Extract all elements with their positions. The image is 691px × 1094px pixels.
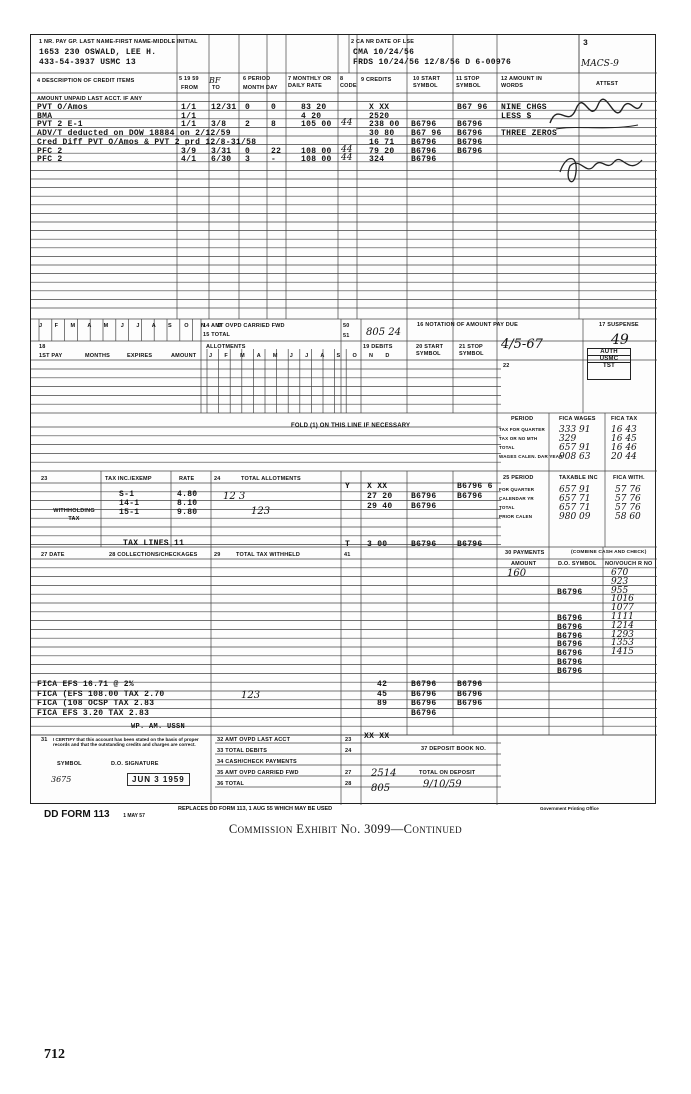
credit-amount: X XX (369, 103, 390, 112)
date-stamp: JUN 3 1959 (127, 773, 190, 786)
notation-value: 4/5-67 (501, 337, 543, 352)
credit-stop: B67 96 (457, 103, 488, 112)
month-grid: J F M A M J J A S O N D (39, 323, 228, 329)
symbol-label: SYMBOL (57, 761, 82, 767)
suspense-label: 17 SUSPENSE (599, 322, 639, 328)
allot-col-amount: AMOUNT (171, 353, 197, 359)
credit-amount: 2520 (369, 111, 390, 121)
credit-to: 6/30 (211, 155, 232, 165)
credit-start: B67 96 (411, 129, 442, 139)
tax-rate-value: 9.80 (177, 508, 198, 517)
lower-stop-symbol: B6796 (457, 699, 483, 708)
payment-symbol: B6796 (557, 640, 583, 650)
n-28: 28 (345, 781, 352, 787)
payment-voucher: 955 (611, 585, 629, 596)
stamp-line-3: TST (603, 363, 615, 369)
total-allotments-label: TOTAL ALLOTMENTS (241, 476, 301, 482)
collections-label: 28 COLLECTIONS/CHECKAGES (109, 552, 198, 558)
n-27: 27 (345, 770, 352, 776)
fica-period-row: TOTAL (499, 445, 515, 450)
credit-from: 1/1 (181, 111, 197, 121)
col-rate-label: 7 MONTHLY OR DAILY RATE (288, 76, 332, 89)
ca-date-line: CMA 10/24/56 (353, 48, 415, 57)
lower-fica-line: FICA (108 OCSP TAX 2.83 (37, 699, 155, 708)
credit-rate: 108 00 (301, 146, 332, 156)
allot-col-expires: EXPIRES (127, 353, 153, 359)
allot-col-months: MONTHS (85, 353, 111, 359)
credit-month: 0 (245, 103, 251, 112)
debit-stop-label: 21 STOP SYMBOL (459, 344, 484, 357)
n-24: 24 (345, 748, 352, 754)
payments-symbol-label: D.O. SYMBOL (558, 561, 597, 567)
fold-line-label: FOLD (1) ON THIS LINE IF NECESSARY (291, 423, 411, 429)
credit-from: 1/1 (181, 120, 197, 130)
fica-with-value: 57 76 (615, 494, 641, 504)
credit-amount: 79 20 (369, 146, 395, 156)
col-credits-label: 9 CREDITS (361, 77, 392, 83)
col-to-label: TO (212, 85, 220, 91)
fica-tax-value: 20 44 (611, 452, 637, 462)
deposit-total-label: TOTAL ON DEPOSIT (419, 770, 476, 776)
tax-hw-b: 123 (251, 506, 271, 517)
credit-from: 4/1 (181, 155, 197, 165)
box-31: 31 (41, 737, 48, 743)
id-line: 1653 230 OSWALD, LEE H. (39, 48, 157, 57)
box-36-label: 36 TOTAL (217, 781, 245, 787)
margin-note: MACS-9 (581, 59, 619, 69)
fica-period2-row: TOTAL (499, 505, 515, 510)
credit-from: 1/1 (181, 103, 197, 112)
col-description-label: 4 DESCRIPTION OF CREDIT ITEMS (37, 78, 135, 84)
col-code-label: 8 CODE (340, 76, 357, 89)
credit-day: - (271, 155, 277, 165)
payment-voucher: 1293 (611, 629, 634, 640)
tax-exemp-label: TAX INC./EXEMP (105, 476, 152, 482)
fica-with-value: 57 76 (615, 485, 641, 495)
box-29: 29 (214, 552, 221, 558)
credit-words: NINE CHGS (501, 103, 547, 112)
tax-hw-a: 12 3 (223, 491, 246, 502)
fica-with-label: FICA WITH. (613, 475, 645, 481)
box-41: 41 (344, 552, 351, 558)
credit-from: 3/9 (181, 146, 197, 156)
fica-wages-label: FICA WAGES (559, 416, 596, 422)
box-50: 50 (343, 323, 350, 329)
fica-period-row: WAGES CALEN. DAR YEAR (499, 454, 563, 459)
stamp-line-2: USMC (588, 355, 630, 363)
fica-tax-value: 16 43 (611, 425, 637, 435)
box1-label: 1 NR. PAY GP. LAST NAME-FIRST NAME-MIDDLE INITIAL (39, 39, 198, 45)
payment-voucher: 670 (611, 568, 629, 578)
fica-period-row: TAX FOR QUARTER (499, 427, 545, 432)
date-27-label: 27 DATE (41, 552, 65, 558)
service-line: 433-54-3937 USMC 13 (39, 58, 136, 67)
debit-stop: B6796 (457, 540, 483, 549)
credit-stop: B6796 (457, 129, 483, 139)
payment-voucher: 1077 (611, 603, 634, 614)
credit-desc: BMA (37, 111, 53, 121)
debit-stop: B6796 6 (457, 482, 493, 491)
credit-rate: 105 00 (301, 120, 332, 130)
replaces-note: REPLACES DD FORM 113, 1 AUG 55 WHICH MAY BE USED (178, 806, 333, 812)
lower-stop-symbol: B6796 (457, 689, 483, 699)
lower-debit-amount: 42 (377, 680, 388, 689)
fica-with-value: 57 76 (615, 503, 641, 513)
credit-month: 0 (245, 146, 251, 156)
stamp-line-1: AUTH (600, 349, 618, 355)
credit-start: B6796 (411, 137, 437, 147)
page-number: 712 (44, 1047, 65, 1062)
total-tax-withheld-label: TOTAL TAX WITHHELD (236, 552, 300, 558)
debit-amount: 29 40 (367, 502, 393, 511)
lower-start-symbol: B6796 (411, 708, 437, 718)
payment-voucher: 1111 (611, 612, 634, 622)
payment-voucher: 1415 (611, 647, 634, 658)
credit-day: 22 (271, 146, 282, 156)
payments-label: 30 PAYMENTS (505, 550, 545, 556)
col-from-label: FROM (181, 85, 198, 91)
box-32-label: 32 AMT OVPD LAST ACCT (217, 737, 291, 743)
tax-rate-label: RATE (179, 476, 195, 482)
auth-stamp (587, 348, 631, 380)
box-35-label: 35 AMT OVPD CARRIED FWD (217, 770, 299, 776)
fica-wage-value: 329 (559, 434, 577, 444)
fica-period2-row: CALENDAR YR (499, 496, 534, 501)
form-date: 1 MAY 57 (123, 813, 145, 819)
credit-rate: 4 20 (301, 111, 322, 121)
debit-amount: 3 00 (367, 540, 388, 549)
fica-tax-label: FICA TAX (611, 416, 638, 422)
box-33-label: 33 TOTAL DEBITS (217, 748, 268, 754)
col-period-label: 6 PERIOD (243, 76, 271, 82)
payment-symbol: B6796 (557, 622, 583, 632)
unpaid-label: AMOUNT UNPAID LAST ACCT. IF ANY (37, 96, 143, 102)
wp-label: WP. AM. USSN (131, 723, 186, 731)
lower-fica-line: FICA EFS 3.20 TAX 2.83 (37, 708, 150, 718)
frds-line: FRDS 10/24/56 12/8/56 D 6-00976 (353, 58, 512, 67)
period-25-label: 25 PERIOD (503, 475, 534, 481)
debit-amount: 27 20 (367, 492, 393, 501)
credit-stop: B6796 (457, 146, 483, 156)
credit-rate: 108 00 (301, 155, 332, 165)
tax-exemp-value: 14-1 (119, 499, 140, 508)
credit-day: 8 (271, 120, 277, 130)
credit-amount: 238 00 (369, 120, 400, 130)
credit-desc: ADV/T deducted on DOW 18884 on 2/12/59 (37, 129, 231, 139)
fica-tax-value: 16 46 (611, 443, 637, 453)
attest-signature (546, 95, 646, 135)
lower-hw-1: 3675 (51, 775, 72, 784)
debit-amount: X XX (367, 482, 388, 491)
col-month-day-label: MONTH DAY (243, 85, 278, 91)
payment-symbol: B6796 (557, 649, 583, 659)
credit-start: B6796 (411, 146, 437, 156)
debit-stop: B6796 (457, 492, 483, 501)
tax-rate-value: 8.10 (177, 499, 198, 508)
printer-note: Government Printing Office (540, 806, 599, 811)
withholding-tax-label: WITHHOLDING TAX (53, 508, 95, 522)
payment-symbol: B6796 (557, 658, 583, 667)
lower-xx: XX XX (364, 732, 390, 741)
lower-debit-amount: 89 (377, 699, 388, 708)
tax-exemp-value: 15-1 (119, 508, 140, 517)
lower-start-symbol: B6796 (411, 680, 437, 689)
fica-period2-row: FOR QUARTER (499, 487, 535, 492)
col-year-label: 5 19 59 (179, 76, 199, 82)
col-words-label: 12 AMOUNT IN WORDS (501, 76, 543, 89)
lower-hw-c: 123 (241, 690, 261, 701)
payment-symbol: B6796 (557, 631, 583, 641)
col-start-label: 10 START SYMBOL (413, 76, 441, 89)
credit-rate: 83 20 (301, 103, 327, 112)
certification-text: I CERTIFY that this account has been stated on the basis of proper records and that the outstanding credits and charges are correct. (53, 737, 199, 748)
lower-debit-amount: 45 (377, 689, 388, 699)
fica-period-label: PERIOD (511, 416, 534, 422)
credit-desc: Cred Diff PVT O/Amos & PVT 2 prd 12/8-31/58 (37, 137, 257, 147)
form-id (44, 804, 145, 822)
payment-symbol: B6796 (557, 666, 583, 676)
taxable-inc-label: TAXABLE INC (559, 475, 598, 481)
box-22: 22 (503, 363, 510, 369)
fica-tax-value: 16 45 (611, 434, 637, 444)
lower-fica-line: FICA EFS 16.71 @ 2% (37, 680, 134, 689)
payment-voucher: 1016 (611, 594, 634, 605)
credit-month: 3 (245, 155, 251, 165)
form-number: DD FORM 113 (44, 809, 110, 820)
credit-amount: 16 71 (369, 137, 395, 147)
payment-voucher: 923 (611, 576, 629, 587)
debit-start: B6796 (411, 540, 437, 549)
lower-hw-2: 2514 (371, 768, 397, 779)
credit-start: B6796 (411, 120, 437, 130)
credit-code: 44 (341, 153, 353, 164)
box-23: 23 (41, 476, 48, 482)
box-34-label: 34 CASH/CHECK PAYMENTS (217, 759, 297, 765)
fica-with-value: 58 60 (615, 512, 641, 522)
box3-mark: 3 (583, 39, 589, 48)
notation-label: 16 NOTATION OF AMOUNT PAY DUE (417, 322, 518, 328)
tax-rate-value: 4.80 (177, 490, 198, 499)
debits-label: 19 DEBITS (363, 344, 393, 350)
fica-period-row: TAX OR NO MTH (499, 436, 538, 441)
payment-voucher: 1353 (611, 638, 634, 649)
payments-sub-label: (COMBINE CASH AND CHECK) (571, 550, 647, 555)
tax-exemp-value: S-1 (119, 490, 135, 499)
deposit-book-label: 37 DEPOSIT BOOK NO. (421, 746, 486, 752)
payment-symbol: B6796 (557, 614, 583, 623)
payment-amount: 160 (507, 568, 527, 579)
credit-day: 0 (271, 103, 277, 112)
credit-desc: PFC 2 (37, 146, 63, 156)
credit-start: B6796 (411, 155, 437, 165)
lower-stop-symbol: B6796 (457, 680, 483, 689)
payment-voucher: 1214 (611, 620, 634, 631)
credit-words: THREE ZEROS (501, 129, 558, 139)
box-51: 51 (343, 333, 350, 339)
debit-mark: Y (345, 482, 351, 491)
lower-start-symbol: B6796 (411, 699, 437, 708)
box2-label: 2 CA NR DATE OF LSE (351, 39, 415, 45)
allot-col-first-pay: 1ST PAY (39, 353, 63, 359)
fica-wage-value: 908 63 (559, 452, 591, 462)
lower-hw-3: 805 (371, 783, 391, 794)
box-24: 24 (214, 476, 221, 482)
fica-wage-value: 333 91 (559, 425, 591, 435)
payment-symbol: B6796 (557, 587, 583, 597)
n-23: 23 (345, 737, 352, 743)
bf-note: BF (209, 76, 221, 85)
payments-voucher-label: NO/VOUCH R NO (605, 561, 653, 567)
col-attest-label: ATTEST (596, 81, 619, 87)
payments-amount-label: AMOUNT (511, 561, 537, 567)
debit-start: B6796 (411, 502, 437, 511)
credit-desc: PFC 2 (37, 155, 63, 165)
amt-carried-label: 14 AMT OVPD CARRIED FWD (203, 323, 285, 329)
fica-period2-row: PRIOR CALEN (499, 514, 533, 519)
col-stop-label: 11 STOP SYMBOL (456, 76, 481, 89)
member-signature (556, 150, 646, 184)
credit-stop: B6796 (457, 137, 483, 147)
credit-desc: PVT O/Amos (37, 103, 89, 112)
credit-amount: 30 80 (369, 129, 395, 139)
debit-start-label: 20 START SYMBOL (416, 344, 444, 357)
credit-stop: B6796 (457, 120, 483, 130)
taxable-value: 980 09 (559, 512, 591, 522)
credit-code: 44 (341, 144, 353, 155)
taxable-value: 657 91 (559, 485, 591, 495)
credit-to: 3/31 (211, 146, 232, 156)
taxable-value: 657 71 (559, 494, 591, 504)
fica-wage-value: 657 91 (559, 443, 591, 453)
total-15-label: 15 TOTAL (203, 332, 231, 338)
exhibit-caption: Commission Exhibit No. 3099—Continued (228, 822, 463, 836)
credit-to: 3/8 (211, 120, 227, 130)
suspense-value: 49 (611, 332, 629, 348)
box-18: 18 (39, 344, 46, 350)
deposit-value: 9/10/59 (423, 779, 462, 790)
credit-to: 12/31 (211, 103, 237, 112)
tax-lines: TAX LINES 11 (123, 539, 185, 548)
credit-amount: 324 (369, 155, 385, 165)
credit-month: 2 (245, 120, 251, 130)
credit-words: LESS $ (501, 111, 532, 121)
do-signature-label: D.O. SIGNATURE (111, 761, 159, 767)
allot-month-grid: J F M A M J J A S O N D (209, 353, 395, 359)
debit-start: B6796 (411, 492, 437, 501)
debit-mark: T (345, 540, 351, 549)
lower-fica-line: FICA (EFS 108.00 TAX 2.70 (37, 689, 165, 699)
military-pay-record-form (30, 34, 656, 804)
lower-start-symbol: B6796 (411, 689, 437, 699)
credit-code: 44 (341, 118, 353, 129)
taxable-value: 657 71 (559, 503, 591, 513)
credit-desc: PVT 2 E-1 (37, 120, 83, 130)
credits-total: 805 24 (366, 327, 401, 338)
allotments-label: ALLOTMENTS (206, 344, 246, 350)
